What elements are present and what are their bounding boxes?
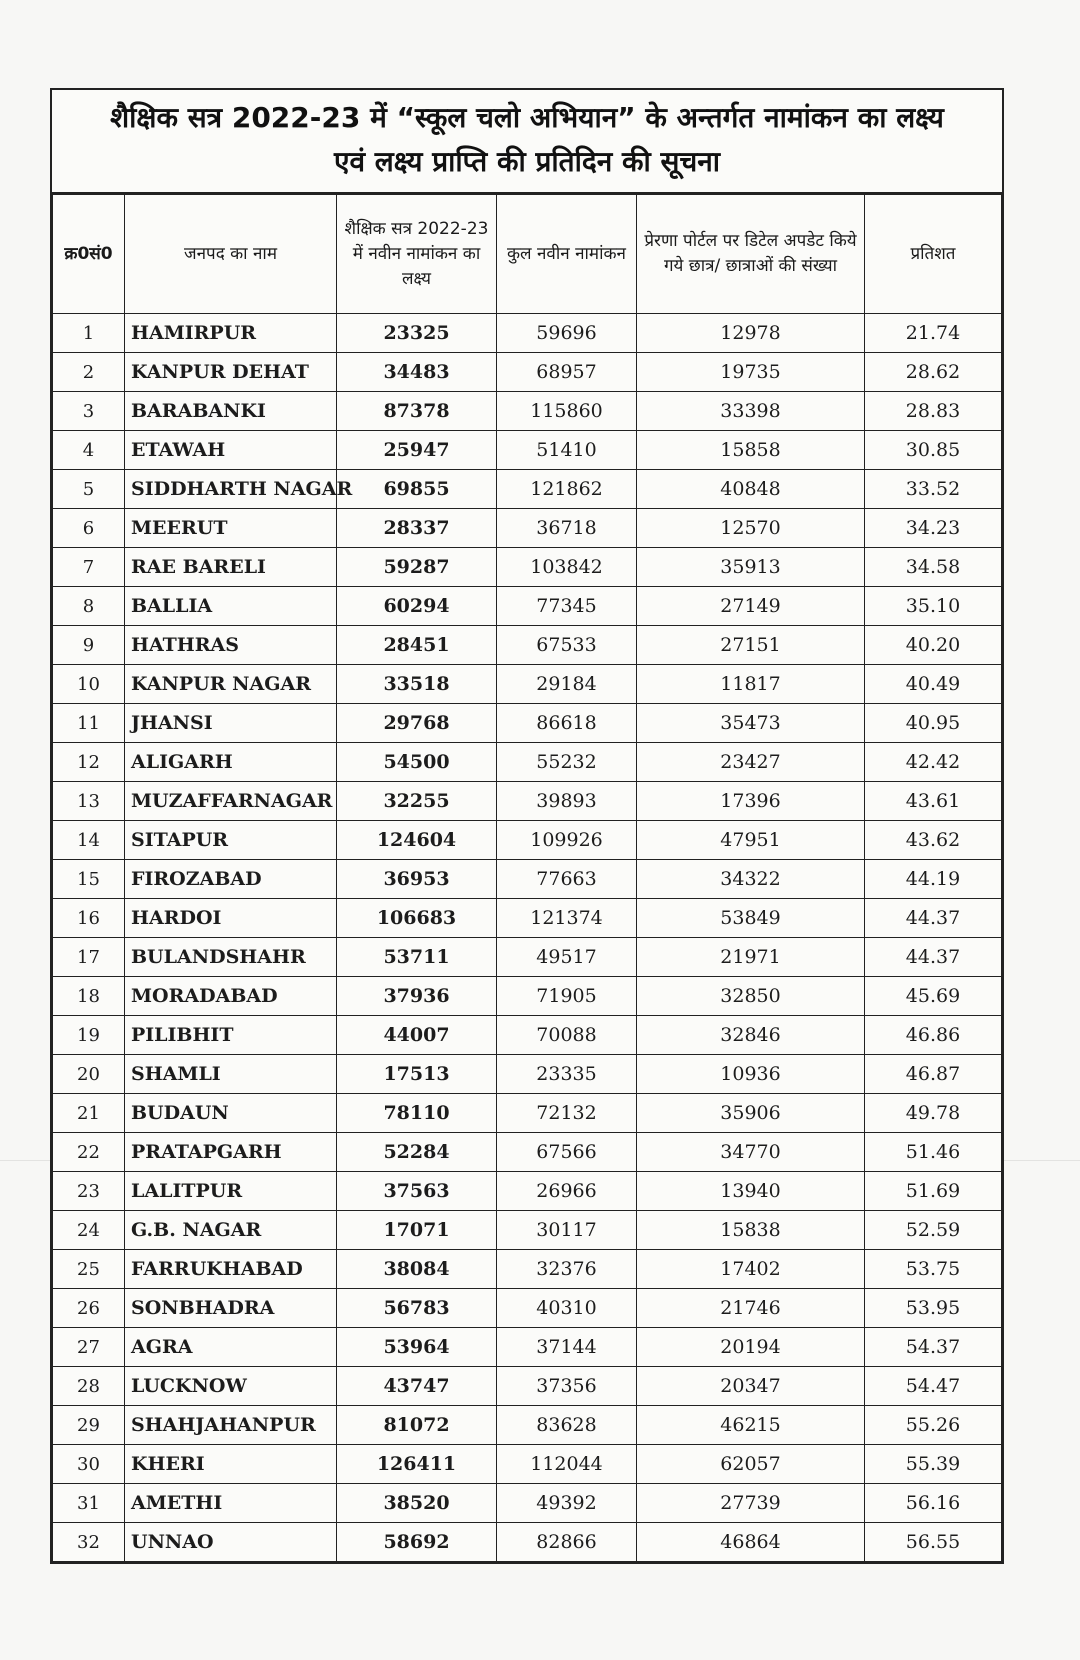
enrollment-target-cell: 36953 xyxy=(337,860,497,899)
serial-number-cell: 32 xyxy=(53,1523,125,1562)
total-new-enrollment-cell: 49392 xyxy=(497,1484,637,1523)
table-row xyxy=(53,899,1002,938)
table-row xyxy=(53,1445,1002,1484)
percentage-cell: 30.85 xyxy=(865,431,1002,470)
serial-number-cell: 14 xyxy=(53,821,125,860)
serial-number-cell: 26 xyxy=(53,1289,125,1328)
total-new-enrollment-cell: 30117 xyxy=(497,1211,637,1250)
percentage-cell: 53.95 xyxy=(865,1289,1002,1328)
district-name-cell: HARDOI xyxy=(125,899,337,938)
total-new-enrollment-cell: 55232 xyxy=(497,743,637,782)
serial-number-cell: 4 xyxy=(53,431,125,470)
portal-updated-cell: 21971 xyxy=(637,938,865,977)
table-row xyxy=(53,587,1002,626)
portal-updated-cell: 12570 xyxy=(637,509,865,548)
district-name-cell: UNNAO xyxy=(125,1523,337,1562)
table-row xyxy=(53,1016,1002,1055)
enrollment-target-cell: 59287 xyxy=(337,548,497,587)
serial-number-cell: 24 xyxy=(53,1211,125,1250)
serial-number-cell: 13 xyxy=(53,782,125,821)
percentage-cell: 40.95 xyxy=(865,704,1002,743)
total-new-enrollment-cell: 40310 xyxy=(497,1289,637,1328)
enrollment-target-cell: 38520 xyxy=(337,1484,497,1523)
portal-updated-cell: 21746 xyxy=(637,1289,865,1328)
percentage-cell: 44.19 xyxy=(865,860,1002,899)
percentage-cell: 33.52 xyxy=(865,470,1002,509)
serial-number-cell: 30 xyxy=(53,1445,125,1484)
portal-updated-cell: 34770 xyxy=(637,1133,865,1172)
enrollment-target-cell: 29768 xyxy=(337,704,497,743)
portal-updated-cell: 40848 xyxy=(637,470,865,509)
total-new-enrollment-cell: 77663 xyxy=(497,860,637,899)
enrollment-target-cell: 106683 xyxy=(337,899,497,938)
enrollment-target-cell: 34483 xyxy=(337,353,497,392)
total-new-enrollment-cell: 68957 xyxy=(497,353,637,392)
serial-number-cell: 11 xyxy=(53,704,125,743)
total-new-enrollment-cell: 121374 xyxy=(497,899,637,938)
percentage-cell: 43.61 xyxy=(865,782,1002,821)
district-name-cell: ETAWAH xyxy=(125,431,337,470)
total-new-enrollment-cell: 109926 xyxy=(497,821,637,860)
table-row xyxy=(53,1484,1002,1523)
title-line-2: एवं लक्ष्य प्राप्ति की प्रतिदिन की सूचना xyxy=(333,145,721,178)
total-new-enrollment-cell: 39893 xyxy=(497,782,637,821)
serial-number-cell: 7 xyxy=(53,548,125,587)
district-name-cell: HAMIRPUR xyxy=(125,314,337,353)
enrollment-target-cell: 58692 xyxy=(337,1523,497,1562)
percentage-cell: 51.69 xyxy=(865,1172,1002,1211)
serial-number-cell: 20 xyxy=(53,1055,125,1094)
percentage-cell: 28.83 xyxy=(865,392,1002,431)
total-new-enrollment-cell: 121862 xyxy=(497,470,637,509)
percentage-cell: 46.87 xyxy=(865,1055,1002,1094)
portal-updated-cell: 19735 xyxy=(637,353,865,392)
table-row xyxy=(53,1406,1002,1445)
percentage-cell: 45.69 xyxy=(865,977,1002,1016)
header-district-name: जनपद का नाम xyxy=(125,195,337,314)
table-row xyxy=(53,743,1002,782)
table-row xyxy=(53,353,1002,392)
table-row xyxy=(53,782,1002,821)
table-row xyxy=(53,860,1002,899)
portal-updated-cell: 33398 xyxy=(637,392,865,431)
enrollment-target-cell: 87378 xyxy=(337,392,497,431)
percentage-cell: 43.62 xyxy=(865,821,1002,860)
total-new-enrollment-cell: 112044 xyxy=(497,1445,637,1484)
enrollment-target-cell: 43747 xyxy=(337,1367,497,1406)
total-new-enrollment-cell: 86618 xyxy=(497,704,637,743)
serial-number-cell: 5 xyxy=(53,470,125,509)
table-row xyxy=(53,704,1002,743)
header-serial-number: क्र0सं0 xyxy=(53,195,125,314)
portal-updated-cell: 10936 xyxy=(637,1055,865,1094)
percentage-cell: 53.75 xyxy=(865,1250,1002,1289)
table-row xyxy=(53,1094,1002,1133)
enrollment-target-cell: 32255 xyxy=(337,782,497,821)
header-portal-updated-students: प्रेरणा पोर्टल पर डिटेल अपडेट किये गये छात्र/ छात्राओं की संख्या xyxy=(637,195,865,314)
total-new-enrollment-cell: 51410 xyxy=(497,431,637,470)
district-name-cell: SITAPUR xyxy=(125,821,337,860)
enrollment-table xyxy=(52,194,1002,1562)
serial-number-cell: 17 xyxy=(53,938,125,977)
table-row xyxy=(53,1172,1002,1211)
district-name-cell: PRATAPGARH xyxy=(125,1133,337,1172)
percentage-cell: 34.58 xyxy=(865,548,1002,587)
table-row xyxy=(53,1250,1002,1289)
enrollment-target-cell: 53711 xyxy=(337,938,497,977)
percentage-cell: 46.86 xyxy=(865,1016,1002,1055)
serial-number-cell: 1 xyxy=(53,314,125,353)
district-name-cell: FARRUKHABAD xyxy=(125,1250,337,1289)
table-row xyxy=(53,821,1002,860)
district-name-cell: SHAMLI xyxy=(125,1055,337,1094)
serial-number-cell: 8 xyxy=(53,587,125,626)
enrollment-target-cell: 38084 xyxy=(337,1250,497,1289)
district-name-cell: JHANSI xyxy=(125,704,337,743)
total-new-enrollment-cell: 49517 xyxy=(497,938,637,977)
enrollment-target-cell: 37563 xyxy=(337,1172,497,1211)
district-name-cell: AGRA xyxy=(125,1328,337,1367)
serial-number-cell: 15 xyxy=(53,860,125,899)
portal-updated-cell: 15858 xyxy=(637,431,865,470)
enrollment-target-cell: 17071 xyxy=(337,1211,497,1250)
title-line-1: शैक्षिक सत्र 2022-23 में “स्कूल चलो अभियान” के अन्तर्गत नामांकन का लक्ष्य xyxy=(110,101,944,134)
serial-number-cell: 25 xyxy=(53,1250,125,1289)
total-new-enrollment-cell: 37144 xyxy=(497,1328,637,1367)
enrollment-target-cell: 44007 xyxy=(337,1016,497,1055)
table-row xyxy=(53,431,1002,470)
total-new-enrollment-cell: 37356 xyxy=(497,1367,637,1406)
total-new-enrollment-cell: 67566 xyxy=(497,1133,637,1172)
header-enrollment-target: शैक्षिक सत्र 2022-23 में नवीन नामांकन का लक्ष्य xyxy=(337,195,497,314)
total-new-enrollment-cell: 26966 xyxy=(497,1172,637,1211)
district-name-cell: BUDAUN xyxy=(125,1094,337,1133)
portal-updated-cell: 46215 xyxy=(637,1406,865,1445)
enrollment-target-cell: 33518 xyxy=(337,665,497,704)
district-name-cell: BARABANKI xyxy=(125,392,337,431)
district-name-cell: KHERI xyxy=(125,1445,337,1484)
percentage-cell: 56.16 xyxy=(865,1484,1002,1523)
district-name-cell: SHAHJAHANPUR xyxy=(125,1406,337,1445)
district-name-cell: SIDDHARTH NAGAR xyxy=(125,470,337,509)
serial-number-cell: 16 xyxy=(53,899,125,938)
enrollment-target-cell: 53964 xyxy=(337,1328,497,1367)
table-body xyxy=(53,314,1002,1562)
total-new-enrollment-cell: 36718 xyxy=(497,509,637,548)
percentage-cell: 28.62 xyxy=(865,353,1002,392)
enrollment-target-cell: 28337 xyxy=(337,509,497,548)
enrollment-target-cell: 126411 xyxy=(337,1445,497,1484)
total-new-enrollment-cell: 115860 xyxy=(497,392,637,431)
document-title xyxy=(52,90,1002,194)
percentage-cell: 54.37 xyxy=(865,1328,1002,1367)
portal-updated-cell: 27149 xyxy=(637,587,865,626)
table-row xyxy=(53,626,1002,665)
total-new-enrollment-cell: 103842 xyxy=(497,548,637,587)
serial-number-cell: 3 xyxy=(53,392,125,431)
table-row xyxy=(53,392,1002,431)
enrollment-target-cell: 52284 xyxy=(337,1133,497,1172)
table-row xyxy=(53,1133,1002,1172)
table-header-row xyxy=(53,195,1002,314)
percentage-cell: 54.47 xyxy=(865,1367,1002,1406)
table-row xyxy=(53,1289,1002,1328)
portal-updated-cell: 46864 xyxy=(637,1523,865,1562)
total-new-enrollment-cell: 59696 xyxy=(497,314,637,353)
total-new-enrollment-cell: 71905 xyxy=(497,977,637,1016)
portal-updated-cell: 27151 xyxy=(637,626,865,665)
percentage-cell: 34.23 xyxy=(865,509,1002,548)
district-name-cell: SONBHADRA xyxy=(125,1289,337,1328)
enrollment-target-cell: 17513 xyxy=(337,1055,497,1094)
total-new-enrollment-cell: 72132 xyxy=(497,1094,637,1133)
header-total-new-enrollment: कुल नवीन नामांकन xyxy=(497,195,637,314)
table-row xyxy=(53,1367,1002,1406)
serial-number-cell: 28 xyxy=(53,1367,125,1406)
portal-updated-cell: 20194 xyxy=(637,1328,865,1367)
serial-number-cell: 12 xyxy=(53,743,125,782)
portal-updated-cell: 62057 xyxy=(637,1445,865,1484)
district-name-cell: LALITPUR xyxy=(125,1172,337,1211)
district-name-cell: ALIGARH xyxy=(125,743,337,782)
table-row xyxy=(53,470,1002,509)
percentage-cell: 55.26 xyxy=(865,1406,1002,1445)
enrollment-target-cell: 28451 xyxy=(337,626,497,665)
enrollment-target-cell: 69855 xyxy=(337,470,497,509)
portal-updated-cell: 17396 xyxy=(637,782,865,821)
portal-updated-cell: 34322 xyxy=(637,860,865,899)
table-row xyxy=(53,1055,1002,1094)
percentage-cell: 40.20 xyxy=(865,626,1002,665)
table-row xyxy=(53,509,1002,548)
enrollment-target-cell: 37936 xyxy=(337,977,497,1016)
district-name-cell: BULANDSHAHR xyxy=(125,938,337,977)
district-name-cell: MORADABAD xyxy=(125,977,337,1016)
district-name-cell: G.B. NAGAR xyxy=(125,1211,337,1250)
portal-updated-cell: 35913 xyxy=(637,548,865,587)
district-name-cell: FIROZABAD xyxy=(125,860,337,899)
serial-number-cell: 19 xyxy=(53,1016,125,1055)
district-name-cell: KANPUR DEHAT xyxy=(125,353,337,392)
total-new-enrollment-cell: 32376 xyxy=(497,1250,637,1289)
serial-number-cell: 9 xyxy=(53,626,125,665)
table-row xyxy=(53,1523,1002,1562)
total-new-enrollment-cell: 23335 xyxy=(497,1055,637,1094)
percentage-cell: 35.10 xyxy=(865,587,1002,626)
table-row xyxy=(53,938,1002,977)
portal-updated-cell: 53849 xyxy=(637,899,865,938)
total-new-enrollment-cell: 70088 xyxy=(497,1016,637,1055)
portal-updated-cell: 35906 xyxy=(637,1094,865,1133)
table-row xyxy=(53,1328,1002,1367)
enrollment-target-cell: 56783 xyxy=(337,1289,497,1328)
portal-updated-cell: 11817 xyxy=(637,665,865,704)
percentage-cell: 55.39 xyxy=(865,1445,1002,1484)
district-name-cell: RAE BARELI xyxy=(125,548,337,587)
serial-number-cell: 6 xyxy=(53,509,125,548)
enrollment-target-cell: 78110 xyxy=(337,1094,497,1133)
portal-updated-cell: 17402 xyxy=(637,1250,865,1289)
percentage-cell: 56.55 xyxy=(865,1523,1002,1562)
portal-updated-cell: 32850 xyxy=(637,977,865,1016)
percentage-cell: 42.42 xyxy=(865,743,1002,782)
enrollment-target-cell: 54500 xyxy=(337,743,497,782)
total-new-enrollment-cell: 82866 xyxy=(497,1523,637,1562)
table-row xyxy=(53,548,1002,587)
district-name-cell: LUCKNOW xyxy=(125,1367,337,1406)
portal-updated-cell: 35473 xyxy=(637,704,865,743)
percentage-cell: 49.78 xyxy=(865,1094,1002,1133)
table-row xyxy=(53,977,1002,1016)
serial-number-cell: 21 xyxy=(53,1094,125,1133)
enrollment-target-cell: 124604 xyxy=(337,821,497,860)
district-name-cell: AMETHI xyxy=(125,1484,337,1523)
district-name-cell: PILIBHIT xyxy=(125,1016,337,1055)
total-new-enrollment-cell: 67533 xyxy=(497,626,637,665)
serial-number-cell: 29 xyxy=(53,1406,125,1445)
total-new-enrollment-cell: 77345 xyxy=(497,587,637,626)
percentage-cell: 51.46 xyxy=(865,1133,1002,1172)
district-name-cell: MUZAFFARNAGAR xyxy=(125,782,337,821)
serial-number-cell: 23 xyxy=(53,1172,125,1211)
enrollment-target-cell: 25947 xyxy=(337,431,497,470)
district-name-cell: KANPUR NAGAR xyxy=(125,665,337,704)
percentage-cell: 44.37 xyxy=(865,899,1002,938)
district-name-cell: BALLIA xyxy=(125,587,337,626)
percentage-cell: 44.37 xyxy=(865,938,1002,977)
portal-updated-cell: 23427 xyxy=(637,743,865,782)
percentage-cell: 21.74 xyxy=(865,314,1002,353)
portal-updated-cell: 20347 xyxy=(637,1367,865,1406)
portal-updated-cell: 32846 xyxy=(637,1016,865,1055)
total-new-enrollment-cell: 29184 xyxy=(497,665,637,704)
table-row xyxy=(53,665,1002,704)
serial-number-cell: 31 xyxy=(53,1484,125,1523)
percentage-cell: 40.49 xyxy=(865,665,1002,704)
district-name-cell: HATHRAS xyxy=(125,626,337,665)
document-sheet xyxy=(50,88,1004,1564)
district-name-cell: MEERUT xyxy=(125,509,337,548)
enrollment-target-cell: 23325 xyxy=(337,314,497,353)
portal-updated-cell: 47951 xyxy=(637,821,865,860)
enrollment-target-cell: 60294 xyxy=(337,587,497,626)
header-percentage: प्रतिशत xyxy=(865,195,1002,314)
portal-updated-cell: 27739 xyxy=(637,1484,865,1523)
portal-updated-cell: 15838 xyxy=(637,1211,865,1250)
table-row xyxy=(53,314,1002,353)
serial-number-cell: 10 xyxy=(53,665,125,704)
table-row xyxy=(53,1211,1002,1250)
serial-number-cell: 22 xyxy=(53,1133,125,1172)
portal-updated-cell: 12978 xyxy=(637,314,865,353)
serial-number-cell: 18 xyxy=(53,977,125,1016)
percentage-cell: 52.59 xyxy=(865,1211,1002,1250)
enrollment-target-cell: 81072 xyxy=(337,1406,497,1445)
portal-updated-cell: 13940 xyxy=(637,1172,865,1211)
total-new-enrollment-cell: 83628 xyxy=(497,1406,637,1445)
serial-number-cell: 27 xyxy=(53,1328,125,1367)
serial-number-cell: 2 xyxy=(53,353,125,392)
